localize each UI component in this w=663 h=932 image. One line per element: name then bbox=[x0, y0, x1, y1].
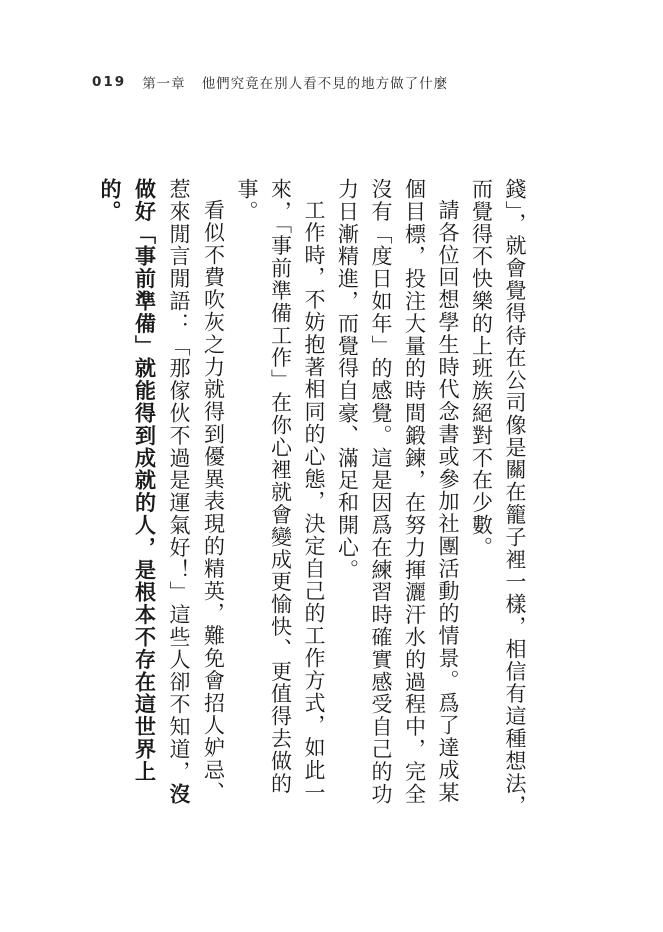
paragraph-2: 請各位回想學生時代念書或參加社團活動的情景。爲了達成某個目標，投注大量的時間鍛鍊，在努力揮灑汗水的過程中，完全沒有「度日如年」的感覺。這是因爲在練習時確實感受自己的功力日漸精進，而覺得自豪、滿足和開心。 bbox=[335, 178, 460, 806]
paragraph-4 bbox=[93, 178, 230, 818]
paragraph-1: 錢」，就會覺得待在公司像是關在籠子裡一樣，相信有這種想法，而覺得不快樂的上班族絕對不在少數。 bbox=[469, 178, 527, 818]
page-number: 019 bbox=[92, 74, 127, 90]
body-text bbox=[93, 178, 532, 818]
paragraph-4-text: 看似不費吹灰之力就得到優異表現的精英，難免會招人妒忌、惹來閒言閒語：「那傢伙不過是運氣好！」這些人卻不知道， bbox=[167, 178, 226, 804]
chapter-label: 第一章 bbox=[142, 76, 186, 92]
paragraph-4-emphasis: 沒做好「事前準備」就能得到成就的人，是根本不存在這世界上的。 bbox=[98, 178, 192, 806]
paragraph-3: 工作時，不妨抱著相同的心態，決定自己的工作方式，如此一來，「事前準備工作」在你心裡就會變成更愉快、更值得去做的事。 bbox=[235, 178, 326, 804]
chapter-title: 他們究竟在別人看不見的地方做了什麼 bbox=[201, 76, 449, 92]
running-header bbox=[92, 72, 448, 92]
